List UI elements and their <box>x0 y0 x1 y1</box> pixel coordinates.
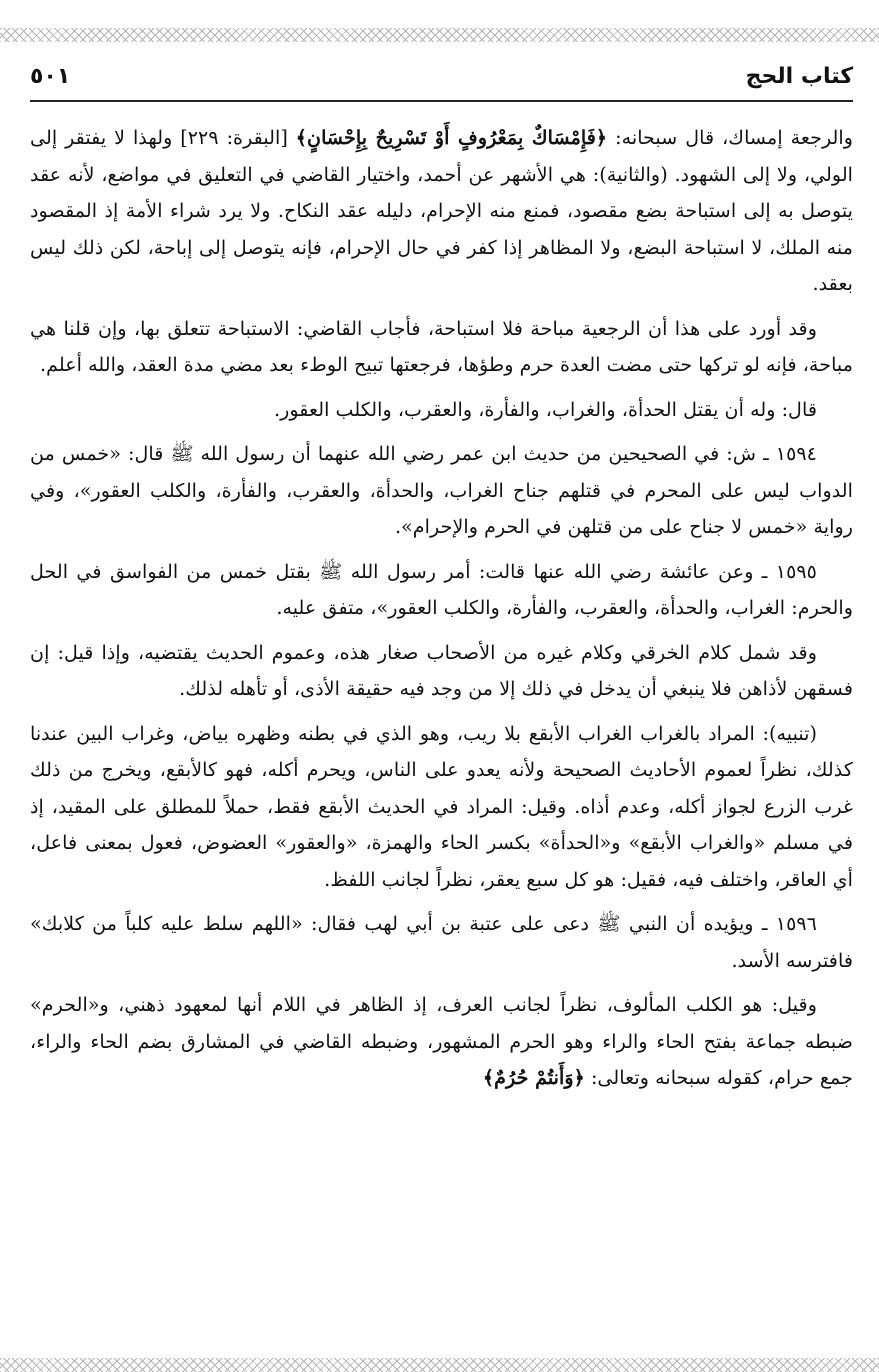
paragraph-tanbih: (تنبيه): المراد بالغراب الغراب الأبقع بلا ريب، وهو الذي في بطنه وظهره بياض، وغراب البين عندنا كذلك، نظراً لعموم الأحاديث الصحيحة ولأنه يعدو على الناس، ويحرم أكله، فهو كالأبقع، ويخرج من ذلك غرب الزرع لجواز أكله، وعدم أذاه. وقيل: المراد في الحديث الأبقع فقط، حملاً للمطلق على المقيد، إذ في مسلم «والغراب الأبقع» و«الحدأة» بكسر الحاء والهمزة، «والعقور» العضوض، فعول بمعنى فاعل، أي العاقر، واختلف فيه، فقيل: هو كل سبع يعقر، نظراً لجانب اللفظ. <box>30 721 853 891</box>
paragraph-hadith-1594: ١٥٩٤ ـ ش: في الصحيحين من حديث ابن عمر رضي الله عنهما أن رسول الله ﷺ قال: «خمس من الدواب ليس على المحرم في قتلهم جناح الغراب، والحدأة، والعقرب، والفأرة، والكلب العقور»، وفي رواية «خمس لا جناح على من قتلهن في الحرم والإحرام». <box>30 442 853 538</box>
page-number: ٥٠١ <box>30 63 71 89</box>
paragraph-commentary: وقد شمل كلام الخرقي وكلام غيره من الأصحاب صغار هذه، وعموم الحديث يقتضيه، وإذا قيل: إن فسقهن لأذاهن فلا ينبغي أن يدخل في ذلك إلا من وجد فيه حقيقة الأذى، أو تأهله لذلك. <box>30 640 853 700</box>
page-body <box>30 120 853 1105</box>
paragraph-matn: قال: وله أن يقتل الحدأة، والغراب، والفأرة، والعقرب، والكلب العقور. <box>274 397 817 421</box>
quran-verse: ﴿فَإِمْسَاكٌ بِمَعْرُوفٍ أَوْ تَسْرِيحٌ بِإِحْسَانٍ﴾ <box>295 126 608 149</box>
top-ornamental-border <box>0 28 879 42</box>
book-title: كتاب الحج <box>745 63 853 89</box>
paragraph-rajah <box>30 120 853 303</box>
page-header <box>30 58 853 94</box>
paragraph-text: والرجعة إمساك، قال سبحانه: <box>607 126 853 149</box>
paragraph-final <box>30 987 853 1097</box>
header-divider <box>30 100 853 102</box>
paragraph-text: وقيل: هو الكلب المألوف، نظراً لجانب العرف، إذ الظاهر في اللام أنها لمعهود ذهني، و«الحرم» ضبطه جماعة بفتح الحاء والراء وهو الحرم المشهور، وضبطه القاضي في المشارق بضم الحاء والراء، جمع حرام، كقوله سبحانه وتعالى: <box>30 993 853 1089</box>
paragraph-objection: وقد أورد على هذا أن الرجعية مباحة فلا استباحة، فأجاب القاضي: الاستباحة تتعلق بها، وإن قلنا هي مباحة، فإنه لو تركها حتى مضت العدة حرم وطؤها، فرجعتها تبيح الوطء بعد مضي مدة العقد، والله أعلم. <box>30 316 853 376</box>
quran-verse: ﴿وَأَنتُمْ حُرُمٌ﴾ <box>482 1066 585 1089</box>
paragraph-hadith-1596: ١٥٩٦ ـ ويؤيده أن النبي ﷺ دعى على عتبة بن أبي لهب فقال: «اللهم سلط عليه كلباً من كلابك» فافترسه الأسد. <box>30 912 853 972</box>
paragraph-text: [البقرة: ٢٢٩] ولهذا لا يفتقر إلى الولي، ولا إلى الشهود. (والثانية): هي الأشهر عن أحمد، واختيار القاضي في التعليق في مواضع، لأنه عقد يتوصل به إلى استباحة بضع مقصود، فمنع منه الإحرام، دليله عقد النكاح. ولا يرد شراء الأمة إذ المقصود منه الملك، لا استباحة البضع، ولا المظاهر إذا كفر في حال الإحرام، فإنه يتوصل إلى إباحة، لكن ذلك ليس بعقد. <box>30 126 853 295</box>
paragraph-hadith-1595: ١٥٩٥ ـ وعن عائشة رضي الله عنها قالت: أمر رسول الله ﷺ بقتل خمس من الفواسق في الحل والحرم: الغراب، والحدأة، والعقرب، والفأرة، والكلب العقور»، متفق عليه. <box>30 559 853 619</box>
bottom-ornamental-border <box>0 1358 879 1372</box>
